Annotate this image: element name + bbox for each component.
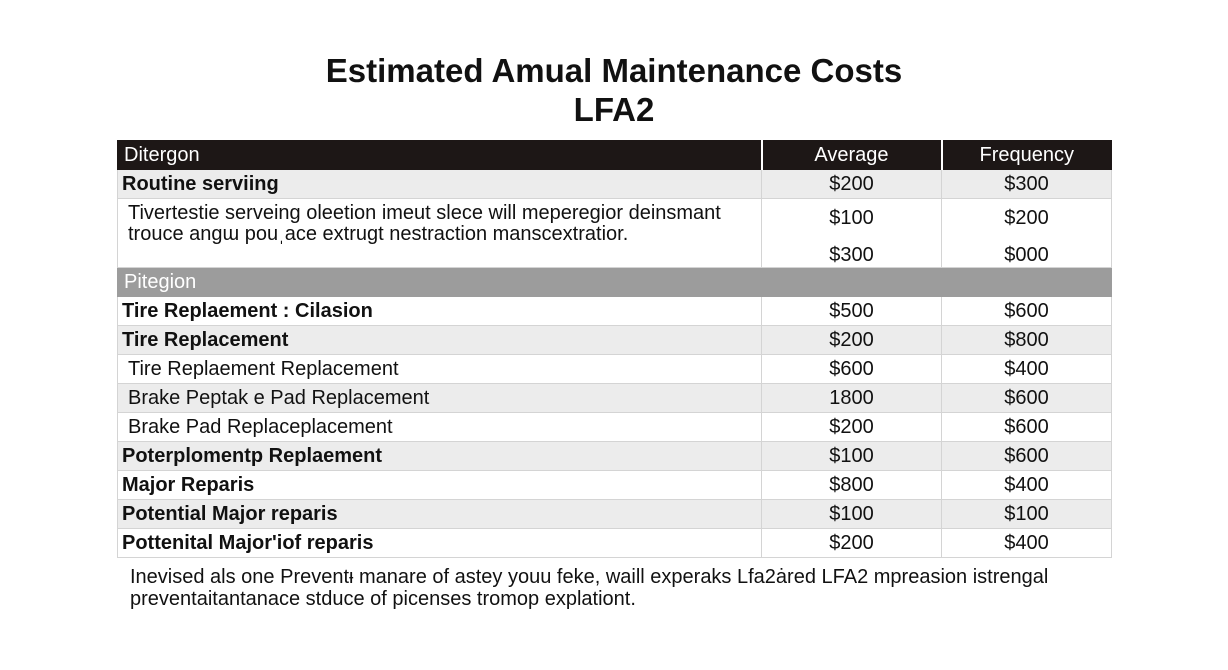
row-frequency: $400	[942, 529, 1112, 558]
row-label: Major Reparis	[118, 471, 762, 500]
table-row	[118, 297, 1112, 326]
cost-table	[117, 140, 1112, 558]
row-label: Routine serviing	[118, 170, 762, 199]
row-average: $600	[762, 355, 942, 384]
section-header-row	[118, 268, 1112, 297]
row-frequency: $400	[942, 355, 1112, 384]
row-average: $100	[762, 500, 942, 529]
table-header-row	[118, 141, 1112, 170]
row-frequency: $600	[942, 297, 1112, 326]
row-average: $200	[762, 326, 942, 355]
table-row	[118, 442, 1112, 471]
row-label: Potential Major reparis	[118, 500, 762, 529]
section-label: Pitegion	[118, 268, 1112, 297]
table-row	[118, 413, 1112, 442]
row-frequency: $300	[942, 170, 1112, 199]
row-label: Poterplomentp Replaement	[118, 442, 762, 471]
description-average-1: $100	[829, 207, 874, 229]
column-header-category: Ditergon	[118, 141, 762, 170]
table-row	[118, 384, 1112, 413]
row-average: $200	[762, 529, 942, 558]
row-frequency: $600	[942, 442, 1112, 471]
column-header-average: Average	[762, 141, 942, 170]
table-row	[118, 500, 1112, 529]
description-frequency-2: $000	[1004, 244, 1049, 266]
description-frequency-1: $200	[1004, 207, 1049, 229]
row-label: Brake Peptak e Pad Replacement	[118, 384, 762, 413]
row-frequency: $400	[942, 471, 1112, 500]
row-average: $500	[762, 297, 942, 326]
row-label: Tire Replacement	[118, 326, 762, 355]
description-frequencies	[942, 199, 1112, 268]
table-row	[118, 355, 1112, 384]
row-average: $200	[762, 413, 942, 442]
row-frequency: $600	[942, 413, 1112, 442]
row-average: $200	[762, 170, 942, 199]
row-average: 1800	[762, 384, 942, 413]
table-row	[118, 326, 1112, 355]
footnote-text: Inevised als one Preventᵻ manare of astey youu feke, waill experaks Lfa2ȧred LFA2 mpreasion istrengal preventaitantanace stduce of picenses tromop explationt.	[130, 566, 1049, 610]
row-label: Tire Replaement Replacement	[118, 355, 762, 384]
description-text: Tivertestie serveing oleetion imeut slece will meperegior deinsmant trouce angɯ pouˌace extrugt nestraction manscextratior.	[118, 199, 762, 268]
description-average-2: $300	[829, 244, 874, 266]
table-row	[118, 529, 1112, 558]
row-frequency: $100	[942, 500, 1112, 529]
table-row	[118, 170, 1112, 199]
row-label: Tire Replaement : Cilasion	[118, 297, 762, 326]
row-frequency: $800	[942, 326, 1112, 355]
table-row	[118, 471, 1112, 500]
document-title: Estimated Amual Maintenance Costs	[325, 52, 903, 89]
row-frequency: $600	[942, 384, 1112, 413]
row-label: Pottenital Major'iof reparis	[118, 529, 762, 558]
row-label: Brake Pad Replaceplacement	[118, 413, 762, 442]
row-average: $800	[762, 471, 942, 500]
row-average: $100	[762, 442, 942, 471]
column-header-frequency: Frequency	[942, 141, 1112, 170]
description-averages	[762, 199, 942, 268]
description-row	[118, 199, 1112, 268]
document-subtitle: LFA2	[573, 91, 655, 128]
